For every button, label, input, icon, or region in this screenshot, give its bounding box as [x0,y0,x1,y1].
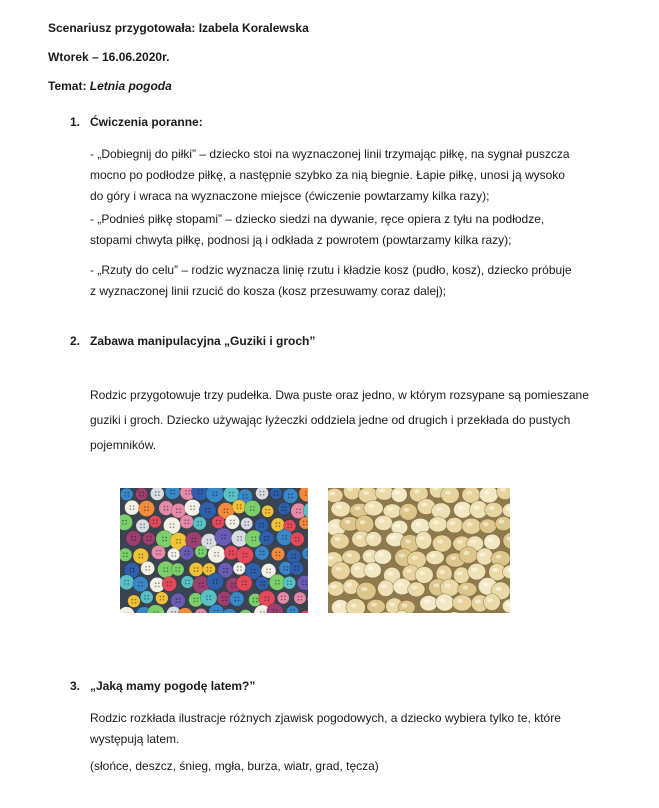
section-1-title: Ćwiczenia poranne: [90,115,203,129]
weather-list: (słońce, deszcz, śnieg, mgła, burza, wiatr, grad, tęcza) [90,759,379,773]
buttons-illustration [120,488,308,613]
section-1-number: 1. [70,115,81,129]
author-line: Scenariusz przygotowała: Izabela Koralewska [48,21,309,35]
text-line: guziki i groch. Dziecko używając łyżeczki oddziela jedne od drugich i przekłada do pustych [90,413,571,427]
text-line: mocno po podłodze piłkę, a następnie szybko za nią biegnie. Łapie piłkę, unosi ją wysoko [90,168,565,182]
text-line: z wyznaczonej linii rzucić do kosza (kosz przesuwamy coraz dalej); [90,284,447,298]
section-3-title: „Jaką mamy pogodę latem?” [90,679,256,693]
text-line: do góry i wraca na wyznaczone miejsce (ćwiczenie powtarzamy kilka razy); [90,189,490,203]
text-line: stopami chwyta piłkę, podnosi ją i odkłada z powrotem (powtarzamy kilka razy); [90,233,512,247]
text-line: pojemników. [90,438,157,452]
topic-value: Letnia pogoda [89,79,172,93]
text-line: Rodzic rozkłada ilustracje różnych zjawisk pogodowych, a dziecko wybiera tylko te, które [90,711,561,725]
date-line: Wtorek – 16.06.2020r. [48,50,170,64]
exercise-item-3 [90,260,572,302]
text-line: - „Rzuty do celu” – rodzic wyznacza linię rzutu i kładzie kosz (pudło, kosz), dziecko próbuje [90,263,572,277]
exercise-item-2 [90,209,544,251]
peas-illustration [328,488,510,613]
text-line: - „Dobiegnij do piłki” – dziecko stoi na wyznaczonej linii trzymając piłkę, na sygnał puszcza [90,147,570,161]
section-2-number: 2. [70,334,81,348]
section-2-title: Zabawa manipulacyjna „Guziki i groch” [90,334,316,348]
text-line: występują latem. [90,732,180,746]
peas-photo [328,488,510,613]
topic-label: Temat: [48,79,87,93]
text-line: - „Podnieś piłkę stopami” – dziecko siedzi na dywanie, ręce opiera z tyłu na podłodze, [90,212,545,226]
buttons-photo [120,488,308,613]
exercise-item-1 [90,144,570,207]
topic-line [48,79,172,93]
section-2-paragraph [90,383,589,458]
section-3-number: 3. [70,679,81,693]
text-line: Rodzic przygotowuje trzy pudełka. Dwa puste oraz jedno, w którym rozsypane są pomieszane [90,388,589,402]
section-3-paragraph [90,708,561,750]
